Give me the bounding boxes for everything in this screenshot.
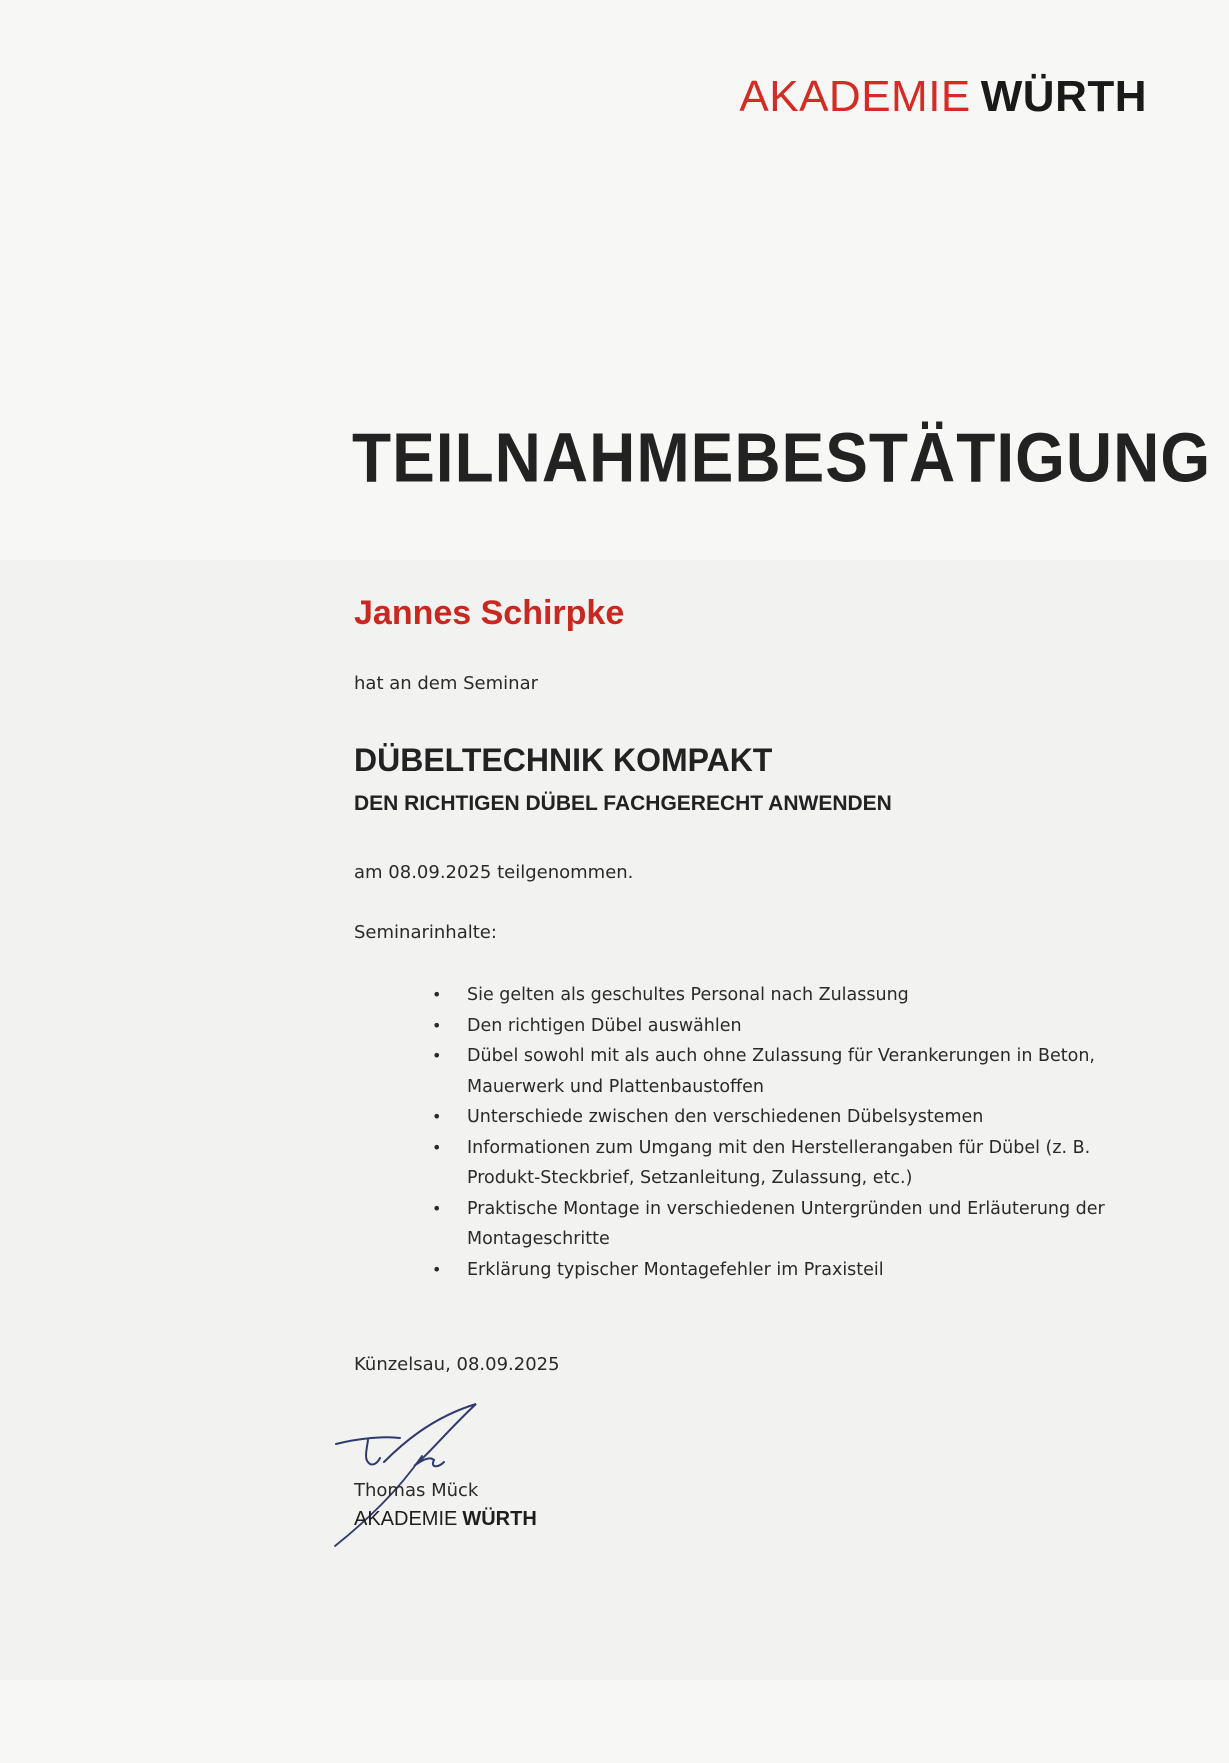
bullet-icon: • <box>432 1137 442 1157</box>
list-item-text: Dübel sowohl mit als auch ohne Zulassung für Verankerungen in Beton, Mauerwerk und Plattenbaustoffen <box>467 1046 1095 1097</box>
logo-word-wuerth: WÜRTH <box>980 72 1147 121</box>
bullet-icon: • <box>432 985 442 1004</box>
list-item-text: Den richtigen Dübel auswählen <box>467 1015 742 1036</box>
seminar-subtitle: DEN RICHTIGEN DÜBEL FACHGERECHT ANWENDEN <box>354 792 892 815</box>
contents-label: Seminarinhalte: <box>354 922 497 943</box>
list-item-text: Praktische Montage in verschiedenen Untergründen und Erläuterung der Montageschritte <box>467 1198 1105 1249</box>
bullet-icon: • <box>432 1198 442 1218</box>
list-item-text: Erklärung typischer Montagefehler im Praxisteil <box>467 1259 884 1280</box>
list-item <box>430 1194 1130 1255</box>
signer-name: Thomas Mück <box>354 1480 479 1501</box>
akademie-wuerth-logo <box>739 72 1147 122</box>
list-item <box>430 1011 1130 1042</box>
participant-name: Jannes Schirpke <box>354 594 625 632</box>
bullet-icon: • <box>432 1107 442 1126</box>
seminar-contents-list <box>430 980 1130 1285</box>
list-item <box>430 1102 1130 1133</box>
signer-org-word-wuerth: WÜRTH <box>462 1508 537 1530</box>
logo-word-akademie: AKADEMIE <box>739 72 971 121</box>
place-and-date: Künzelsau, 08.09.2025 <box>354 1354 560 1375</box>
list-item-text: Unterschiede zwischen den verschiedenen Dübelsystemen <box>467 1107 984 1127</box>
seminar-title: DÜBELTECHNIK KOMPAKT <box>354 742 773 778</box>
signer-org-word-akademie: AKADEMIE <box>354 1508 458 1530</box>
list-item <box>430 1255 1130 1286</box>
participation-date: am 08.09.2025 teilgenommen. <box>354 862 634 883</box>
bullet-icon: • <box>432 1015 442 1035</box>
signer-organization <box>354 1508 537 1531</box>
certificate-title: TEILNAHMEBESTÄTIGUNG <box>352 419 1212 497</box>
list-item-text: Informationen zum Umgang mit den Herstellerangaben für Dübel (z. B. Produkt-Steckbrief, Setzanleitung, Zulassung, etc.) <box>467 1137 1091 1188</box>
list-item <box>430 1133 1130 1194</box>
intro-text: hat an dem Seminar <box>354 673 539 694</box>
bullet-icon: • <box>432 1046 442 1065</box>
bullet-icon: • <box>432 1259 442 1279</box>
list-item <box>430 980 1130 1011</box>
list-item <box>430 1041 1130 1102</box>
list-item-text: Sie gelten als geschultes Personal nach Zulassung <box>467 985 909 1005</box>
